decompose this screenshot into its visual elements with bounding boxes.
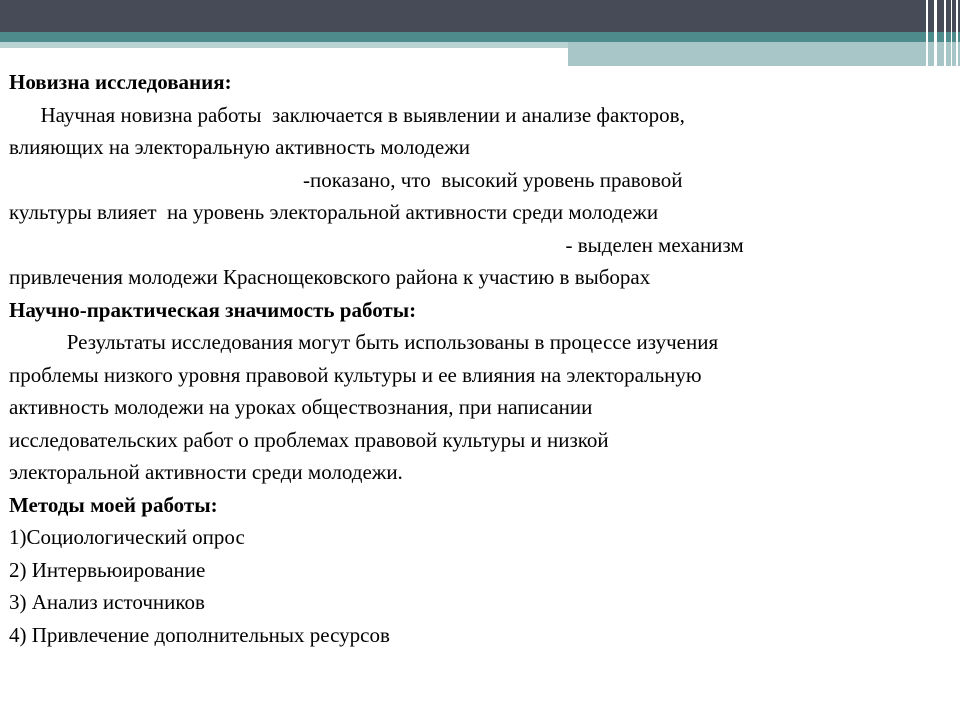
slide-body bbox=[9, 66, 954, 651]
significance-line: исследовательских работ о проблемах правовой культуры и низкой bbox=[9, 427, 609, 452]
header-band-light-right bbox=[568, 42, 960, 66]
novelty-line: - выделен механизм bbox=[9, 232, 744, 257]
novelty-line: влияющих на электоральную активность молодежи bbox=[9, 135, 470, 159]
methods-item: 4) Привлечение дополнительных ресурсов bbox=[9, 622, 390, 647]
methods-item: 2) Интервьюирование bbox=[9, 557, 206, 582]
significance-heading: Научно-практическая значимость работы: bbox=[9, 297, 417, 322]
decorative-stripes bbox=[918, 0, 960, 66]
novelty-line: привлечения молодежи Краснощековского района к участию в выборах bbox=[9, 265, 651, 289]
header-band-light bbox=[0, 42, 568, 48]
novelty-line: -показано, что высокий уровень правовой bbox=[9, 167, 683, 192]
header-band-dark bbox=[0, 0, 960, 32]
significance-line: Результаты исследования могут быть использованы в процессе изучения bbox=[9, 330, 719, 354]
methods-heading: Методы моей работы: bbox=[9, 492, 218, 517]
methods-item: 3) Анализ источников bbox=[9, 590, 205, 614]
novelty-heading: Новизна исследования: bbox=[9, 70, 232, 94]
header-band-teal bbox=[0, 32, 960, 42]
methods-item: 1)Социологический опрос bbox=[9, 525, 245, 549]
significance-line: проблемы низкого уровня правовой культуры и ее влияния на электоральную bbox=[9, 362, 702, 387]
significance-line: активность молодежи на уроках обществознания, при написании bbox=[9, 395, 593, 419]
novelty-line: Научная новизна работы заключается в выявлении и анализе факторов, bbox=[9, 102, 685, 127]
novelty-line: культуры влияет на уровень электоральной активности среди молодежи bbox=[9, 200, 659, 224]
significance-line: электоральной активности среди молодежи. bbox=[9, 460, 403, 484]
